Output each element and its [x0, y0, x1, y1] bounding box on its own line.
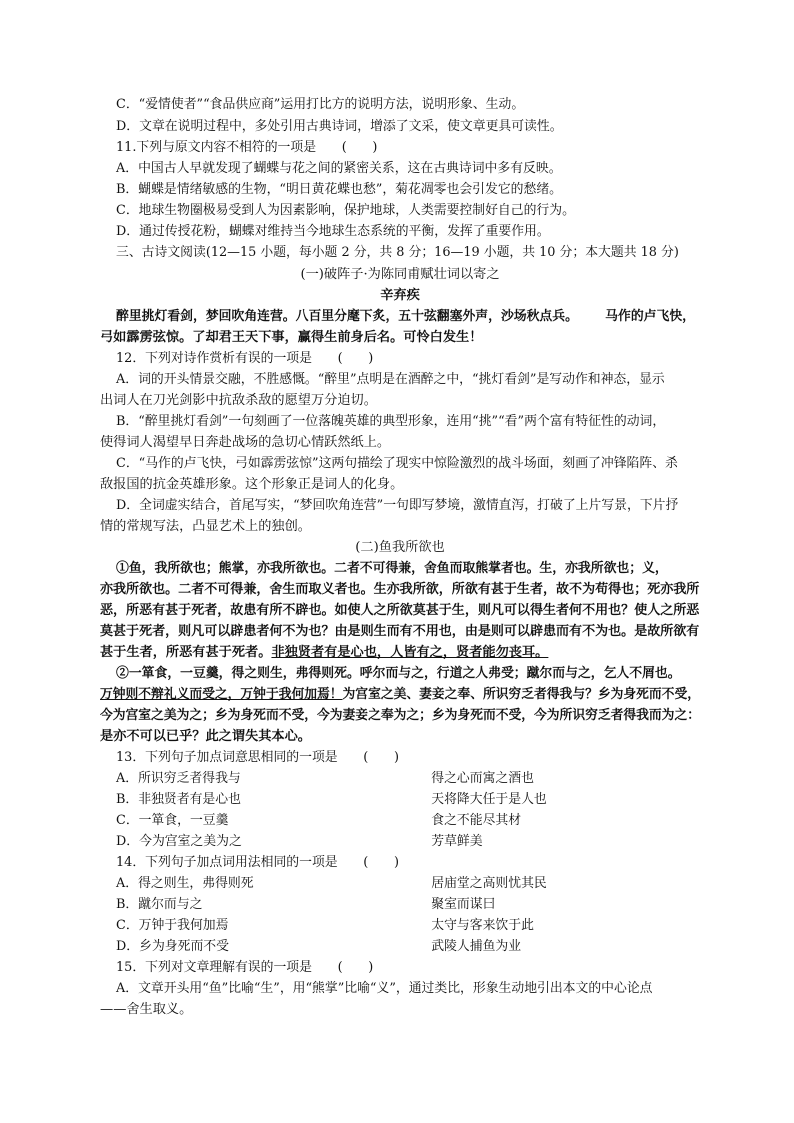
q12-option-d-line-2: 情的常规写法，凸显艺术上的独创。 [100, 519, 311, 534]
q14-option-d-left: D．乡为身死而不受 [116, 939, 229, 954]
q11-option-d: D．通过传授花粉，蝴蝶对维持当今地球生态系统的平衡，发挥了重要作用。 [116, 224, 550, 239]
prose-p2-line-1: ②一箪食，一豆羹，得之则生，弗得则死。呼尔而与之，行道之人弗受；蹴尔而与之，乞人不屑也。 [116, 666, 681, 681]
q12-option-b-line-1: B．“醉里挑灯看剑”一句刻画了一位落魄英雄的典型形象，连用“挑”“看”两个富有特征性的动词， [116, 414, 666, 429]
poem-author: 辛弃疾 [380, 288, 420, 303]
q14-option-c [116, 915, 700, 936]
q14-option-d [116, 936, 700, 957]
q13-option-d [116, 831, 700, 852]
q14-option-b [116, 894, 700, 915]
prose-underlined-sentence-1: 非独贤者有是心也，人皆有之，贤者能勿丧耳。 [271, 645, 549, 660]
q14-stem: 14．下列句子加点词用法相同的一项是 ( ) [116, 855, 399, 870]
q13-option-c-left: C．一箪食，一豆羹 [116, 813, 229, 828]
q14-option-c-right: 太守与客来饮于此 [431, 918, 534, 933]
q12-option-b-line-2: 使得词人渴望早日奔赴战场的急切心情跃然纸上。 [100, 435, 391, 450]
poem-title: (一)破阵子·为陈同甫赋壮词以寄之 [300, 267, 500, 282]
poem-line-1-tail: 马作的卢飞快， [605, 309, 695, 324]
q14-option-a-left: A．得之则生，弗得则死 [116, 876, 254, 891]
q10-option-d: D．文章在说明过程中，多处引用古典诗词，增添了文采，使文章更具可读性。 [116, 119, 563, 134]
section-heading: 三、古诗文阅读(12—15 小题，每小题 2 分，共 8 分；16—19 小题，共 10 分；本大题共 18 分) [116, 245, 679, 260]
prose-p1-line-2: 亦我所欲也。二者不可得兼，舍生而取义者也。生亦我所欲，所欲有甚于生者，故不为苟得也；死亦我所 [100, 582, 700, 597]
q10-option-c: C．“爱情使者”“食品供应商”运用打比方的说明方法，说明形象、生动。 [116, 97, 525, 112]
q13-option-d-right: 芳草鲜美 [431, 834, 483, 849]
poem-line-2: 弓如霹雳弦惊。了却君王天下事，赢得生前身后名。可怜白发生！ [100, 330, 483, 345]
prose-p2-line-2b: 为宫室之美、妻妾之奉、所识穷乏者得我与？乡为身死而不受， [342, 687, 700, 702]
q11-option-a: A．中国古人早就发现了蝴蝶与花之间的紧密关系，这在古典诗词中多有反映。 [116, 161, 562, 176]
q15-option-a-line-1: A．文章开头用“鱼”比喻“生”，用“熊掌”比喻“义”，通过类比，形象生动地引出本文的中心论点 [116, 981, 653, 996]
q12-option-a-line-1: A．词的开头情景交融，不胜感慨。“醉里”点明是在酒醉之中，“挑灯看剑”是写动作和神态，显示 [116, 372, 665, 387]
prose-title: (二)鱼我所欲也 [355, 540, 445, 555]
q13-option-b-left: B．非独贤者有是心也 [116, 792, 241, 807]
prose-p1-line-5 [100, 642, 700, 663]
q14-option-b-left: B．蹴尔而与之 [116, 897, 203, 912]
q14-option-a-right: 居庙堂之高则忧其民 [431, 876, 547, 891]
q13-option-b-right: 天将降大任于是人也 [431, 792, 547, 807]
q12-option-a-line-2: 出词人在刀光剑影中抗敌杀敌的愿望万分迫切。 [100, 393, 377, 408]
q13-option-b [116, 789, 700, 810]
q14-option-b-right: 聚室而谋曰 [431, 897, 496, 912]
q15-stem: 15．下列对文章理解有误的一项是 ( ) [116, 960, 374, 975]
q11-option-c: C．地球生物圈极易受到人为因素影响，保护地球，人类需要控制好自己的行为。 [116, 203, 575, 218]
q13-option-c [116, 810, 700, 831]
q13-option-a [116, 768, 700, 789]
q13-option-c-right: 食之不能尽其材 [431, 813, 522, 828]
q12-option-d-line-1: D．全词虚实结合，首尾写实，“梦回吹角连营”一句即写梦境，激情直泻，打破了上片写景，下片抒 [116, 498, 679, 513]
q12-stem: 12．下列对诗作赏析有误的一项是 ( ) [116, 351, 374, 366]
q13-option-a-left: A．所识穷乏者得我与 [116, 771, 241, 786]
poem-line-1-text: 醉里挑灯看剑，梦回吹角连营。八百里分麾下炙，五十弦翻塞外声，沙场秋点兵。 [116, 309, 578, 324]
prose-p1-line-1: ①鱼，我所欲也；熊掌，亦我所欲也。二者不可得兼，舍鱼而取熊掌者也。生，亦我所欲也；义， [116, 561, 668, 576]
poem-line-1 [116, 306, 700, 327]
q11-option-b: B．蝴蝶是情绪敏感的生物，“明日黄花蝶也愁”，菊花凋零也会引发它的愁绪。 [116, 182, 562, 197]
q11-stem: 11.下列与原文内容不相符的一项是 ( ) [116, 140, 378, 155]
q14-option-c-left: C．万钟于我何加焉 [116, 918, 229, 933]
q15-option-a-line-2: ——舍生取义。 [100, 1002, 193, 1017]
q14-option-d-right: 武陵人捕鱼为业 [431, 939, 522, 954]
prose-underlined-sentence-2: 万钟则不辩礼义而受之，万钟于我何加焉！ [100, 687, 343, 702]
prose-p1-line-4: 莫甚于死者，则凡可以辟患者何不为也？由是则生而有不用也，由是则可以辟患而有不为也。是故所欲有 [100, 624, 700, 639]
q12-option-c-line-1: C．“马作的卢飞快，弓如霹雳弦惊”这两句描绘了现实中惊险激烈的战斗场面，刻画了冲锋陷阵、杀 [116, 456, 678, 471]
q13-option-a-right: 得之心而寓之酒也 [431, 771, 534, 786]
prose-p1-line-3: 恶，所恶有甚于死者，故患有所不辟也。如使人之所欲莫甚于生，则凡可以得生者何不用也？使人之所恶 [100, 603, 700, 618]
q12-option-c-line-2: 敌报国的抗金英雄形象。这个形象正是词人的化身。 [100, 477, 404, 492]
q13-stem: 13．下列句子加点词意思相同的一项是 ( ) [116, 750, 399, 765]
prose-p2-line-2 [100, 684, 700, 705]
q13-option-d-left: D．今为宫室之美为之 [116, 834, 242, 849]
prose-p1-line-5a: 甚于生者，所恶有甚于死者。 [100, 645, 272, 660]
prose-p2-line-3: 今为宫室之美为之；乡为身死而不受，今为妻妾之奉为之；乡为身死而不受，今为所识穷乏者得我而为之： [100, 708, 700, 723]
prose-p2-line-4: 是亦不可以已乎？此之谓失其本心。 [100, 729, 311, 744]
q14-option-a [116, 873, 700, 894]
